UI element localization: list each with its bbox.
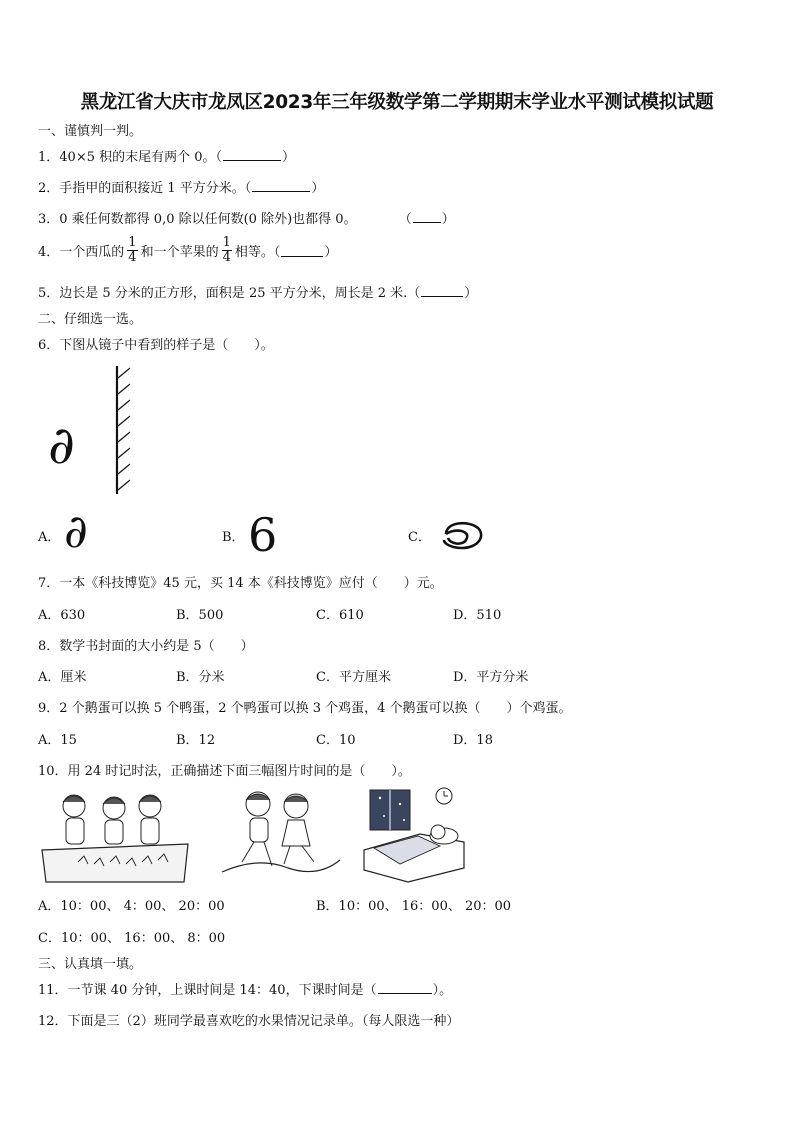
- section-heading-choose: 二、仔细选一选。: [38, 312, 143, 327]
- question-6-text: 6．下图从镜子中看到的样子是（ ）。: [38, 338, 274, 353]
- question-7-option-a[interactable]: A．630: [38, 608, 86, 623]
- figure-glyph: ∂: [48, 416, 75, 476]
- picture-children-crafting: [38, 788, 190, 886]
- question-11: [38, 979, 452, 998]
- option-c-glyph[interactable]: [438, 518, 486, 552]
- question-2: [38, 177, 324, 196]
- question-11-text: 11．一节课 40 分钟，上课时间是 14：40，下课时间是（: [38, 983, 377, 998]
- option-c-label[interactable]: C．: [408, 530, 431, 545]
- close-paren: ）: [324, 245, 338, 260]
- question-9-option-b[interactable]: B．12: [176, 733, 216, 748]
- close-paren: ）: [464, 286, 478, 301]
- question-4-text-pre: 4．一个西瓜的: [38, 245, 125, 260]
- fraction-one-quarter: $\frac{1}{4}$: [222, 235, 231, 265]
- option-b-label[interactable]: B．: [222, 530, 245, 545]
- question-4-text-mid: 和一个苹果的: [140, 245, 219, 260]
- close-paren: ）: [441, 212, 455, 227]
- answer-blank[interactable]: [413, 210, 441, 223]
- question-7-option-b[interactable]: B．500: [176, 608, 224, 623]
- question-1: [38, 146, 295, 165]
- option-b-glyph[interactable]: 6: [248, 508, 278, 562]
- answer-blank[interactable]: [421, 284, 463, 297]
- question-2-text: 2．手指甲的面积接近 1 平方分米。（: [38, 181, 252, 196]
- question-3-text: 3．0 乘任何数都得 0,0 除以任何数(0 除外)也都得 0。: [38, 212, 357, 227]
- section-heading-judge: 一、谨慎判一判。: [38, 124, 143, 139]
- question-5-text: 5．边长是 5 分米的正方形，面积是 25 平方分米，周长是 2 米.（: [38, 286, 421, 301]
- question-1-text: 1．40×5 积的末尾有两个 0。（: [38, 150, 223, 165]
- question-10-text: 10．用 24 时记时法，正确描述下面三幅图片时间的是（ ）。: [38, 764, 411, 779]
- question-8-text: 8．数学书封面的大小约是 5（ ）: [38, 639, 254, 654]
- question-7-text: 7．一本《科技博览》45 元，买 14 本《科技博览》应付（ ）元。: [38, 576, 443, 591]
- question-9-option-a[interactable]: A．15: [38, 733, 77, 748]
- question-5: [38, 282, 477, 301]
- answer-blank[interactable]: [223, 148, 281, 161]
- question-9-option-d[interactable]: D．18: [453, 733, 493, 748]
- question-8-option-c[interactable]: C．平方厘米: [316, 670, 391, 685]
- question-12-text: 12．下面是三（2）班同学最喜欢吃的水果情况记录单。（每人限选一种）: [38, 1014, 460, 1029]
- question-4: [38, 236, 337, 265]
- option-a-label[interactable]: A．: [38, 530, 61, 545]
- fraction-one-quarter: $\frac{1}{4}$: [128, 235, 137, 265]
- close-paren: ）。: [432, 983, 453, 998]
- close-paren: ）: [282, 150, 296, 165]
- option-a-glyph[interactable]: ∂: [64, 504, 88, 558]
- question-10-option-c[interactable]: C．10：00、 16：00、 8：00: [38, 931, 226, 946]
- question-10-option-b[interactable]: B．10：00、 16：00、 20：00: [316, 899, 512, 914]
- question-3: [38, 208, 455, 227]
- mirror-figure: [108, 364, 136, 496]
- question-9-text: 9．2 个鹅蛋可以换 5 个鸭蛋，2 个鸭蛋可以换 3 个鸡蛋，4 个鹅蛋可以换（ ）个鸡蛋。: [38, 701, 572, 716]
- section-heading-fill: 三、认真填一填。: [38, 957, 143, 972]
- question-7-option-c[interactable]: C．610: [316, 608, 364, 623]
- open-paren: （: [398, 212, 412, 227]
- close-paren: ）: [311, 181, 325, 196]
- question-9-option-c[interactable]: C．10: [316, 733, 356, 748]
- question-10-option-a[interactable]: A．10：00、 4：00、 20：00: [38, 899, 225, 914]
- question-8-option-b[interactable]: B．分米: [176, 670, 225, 685]
- answer-blank[interactable]: [378, 981, 432, 994]
- question-4-text-post: 相等。（: [234, 245, 281, 260]
- answer-blank[interactable]: [281, 244, 323, 257]
- picture-child-sleeping: [360, 784, 470, 886]
- question-8-option-a[interactable]: A．厘米: [38, 670, 87, 685]
- question-8-option-d[interactable]: D．平方分米: [453, 670, 529, 685]
- page-title: 黑龙江省大庆市龙凤区2023年三年级数学第二学期期末学业水平测试模拟试题: [80, 92, 714, 113]
- question-7-option-d[interactable]: D．510: [453, 608, 502, 623]
- answer-blank[interactable]: [252, 179, 310, 192]
- picture-children-running: [218, 786, 342, 886]
